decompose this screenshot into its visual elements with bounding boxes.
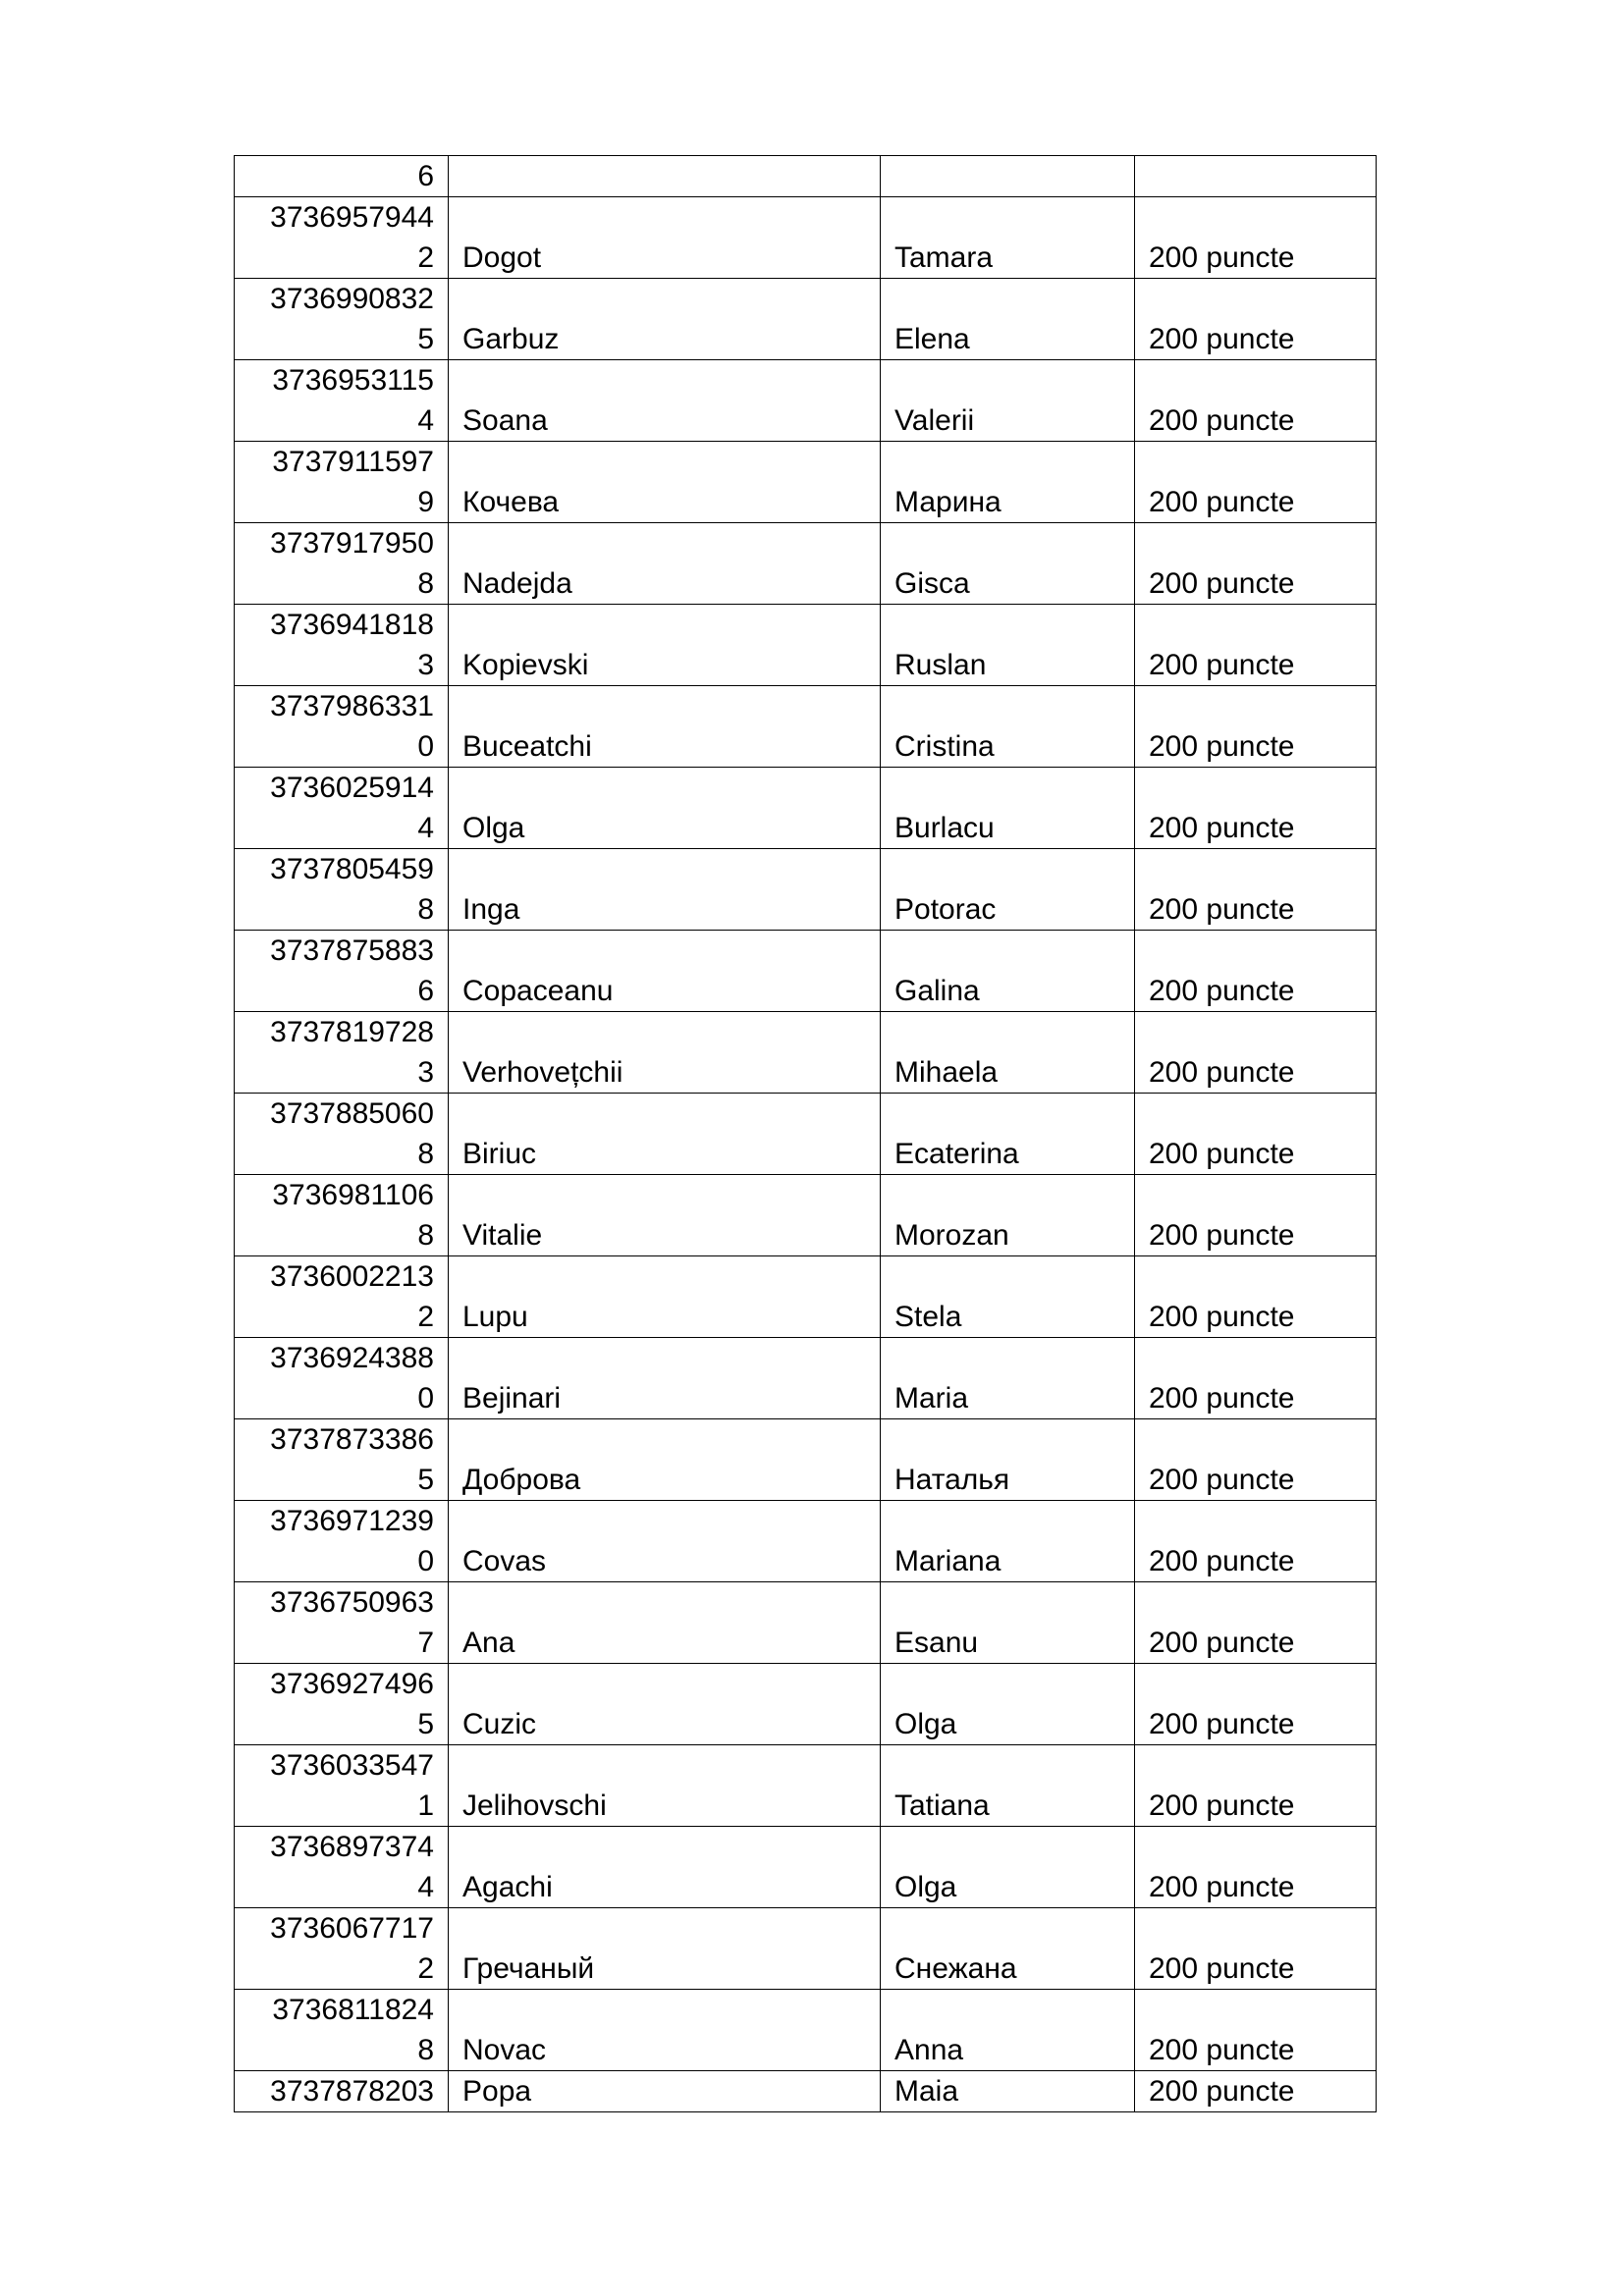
last-name-cell: Kopievski xyxy=(449,605,881,686)
last-name-cell: Popa xyxy=(449,2071,881,2112)
phone-line: 3736990832 xyxy=(270,283,434,315)
points-cell: 200 puncte xyxy=(1135,931,1377,1012)
table-row xyxy=(235,1338,1377,1419)
points-cell: 200 puncte xyxy=(1135,1745,1377,1827)
phone-line: 3736002213 xyxy=(270,1260,434,1293)
table-row xyxy=(235,849,1377,931)
phone-line: 3736941818 xyxy=(270,609,434,641)
table-row xyxy=(235,1827,1377,1908)
last-name-cell xyxy=(449,156,881,197)
last-name-cell: Agachi xyxy=(449,1827,881,1908)
first-name-cell xyxy=(881,156,1135,197)
phone-line: 2 xyxy=(417,1301,434,1333)
last-name-cell: Biriuc xyxy=(449,1094,881,1175)
phone-line: 3 xyxy=(417,649,434,681)
table-row xyxy=(235,156,1377,197)
phone-line: 7 xyxy=(417,1627,434,1659)
first-name-cell: Tatiana xyxy=(881,1745,1135,1827)
phone-line: 3736897374 xyxy=(270,1831,434,1863)
points-cell: 200 puncte xyxy=(1135,1419,1377,1501)
points-cell: 200 puncte xyxy=(1135,1908,1377,1990)
points-cell: 200 puncte xyxy=(1135,1256,1377,1338)
phone-line: 3737917950 xyxy=(270,527,434,560)
points-cell: 200 puncte xyxy=(1135,442,1377,523)
phone-line: 4 xyxy=(417,812,434,844)
table-row xyxy=(235,1012,1377,1094)
points-cell: 200 puncte xyxy=(1135,1094,1377,1175)
points-cell: 200 puncte xyxy=(1135,1990,1377,2071)
table-row xyxy=(235,360,1377,442)
phone-line: 1 xyxy=(417,1789,434,1822)
points-cell: 200 puncte xyxy=(1135,523,1377,605)
phone-line: 6 xyxy=(417,975,434,1007)
table-row xyxy=(235,1664,1377,1745)
phone-cell xyxy=(235,1827,449,1908)
phone-cell xyxy=(235,2071,449,2112)
last-name-cell: Verhovețchii xyxy=(449,1012,881,1094)
points-cell: 200 puncte xyxy=(1135,686,1377,768)
phone-line: 8 xyxy=(417,2034,434,2066)
phone-line: 0 xyxy=(417,1382,434,1415)
phone-line: 8 xyxy=(417,567,434,600)
first-name-cell: Stela xyxy=(881,1256,1135,1338)
phone-line: 0 xyxy=(417,730,434,763)
last-name-cell: Garbuz xyxy=(449,279,881,360)
last-name-cell: Кочева xyxy=(449,442,881,523)
phone-line: 3736924388 xyxy=(270,1342,434,1374)
phone-line: 8 xyxy=(417,1219,434,1252)
first-name-cell: Galina xyxy=(881,931,1135,1012)
first-name-cell: Mihaela xyxy=(881,1012,1135,1094)
first-name-cell: Anna xyxy=(881,1990,1135,2071)
first-name-cell: Esanu xyxy=(881,1582,1135,1664)
phone-line: 3736971239 xyxy=(270,1505,434,1537)
participants-table xyxy=(234,155,1377,2112)
phone-line: 9 xyxy=(417,486,434,518)
first-name-cell: Gisca xyxy=(881,523,1135,605)
table-row xyxy=(235,1175,1377,1256)
phone-line: 3737878203 xyxy=(270,2075,434,2108)
phone-line: 3737819728 xyxy=(270,1016,434,1048)
phone-line: 5 xyxy=(417,1708,434,1740)
table-row xyxy=(235,1501,1377,1582)
phone-line: 3737986331 xyxy=(270,690,434,722)
phone-line: 3736811824 xyxy=(272,1994,434,2026)
last-name-cell: Covas xyxy=(449,1501,881,1582)
phone-line: 3736957944 xyxy=(270,201,434,234)
phone-line: 3737873386 xyxy=(270,1423,434,1456)
phone-cell xyxy=(235,686,449,768)
last-name-cell: Cuzic xyxy=(449,1664,881,1745)
phone-line: 3737875883 xyxy=(270,934,434,967)
points-cell xyxy=(1135,156,1377,197)
phone-cell xyxy=(235,1582,449,1664)
table-row xyxy=(235,768,1377,849)
first-name-cell: Ruslan xyxy=(881,605,1135,686)
phone-cell xyxy=(235,360,449,442)
first-name-cell: Mariana xyxy=(881,1501,1135,1582)
phone-cell xyxy=(235,605,449,686)
points-cell: 200 puncte xyxy=(1135,1012,1377,1094)
phone-line: 0 xyxy=(417,1545,434,1577)
table-row xyxy=(235,1582,1377,1664)
phone-line: 2 xyxy=(417,1952,434,1985)
table-row xyxy=(235,523,1377,605)
last-name-cell: Гречаный xyxy=(449,1908,881,1990)
table-row xyxy=(235,197,1377,279)
points-cell: 200 puncte xyxy=(1135,768,1377,849)
last-name-cell: Доброва xyxy=(449,1419,881,1501)
phone-line: 3736981106 xyxy=(272,1179,434,1211)
phone-line: 2 xyxy=(417,241,434,274)
phone-cell xyxy=(235,1419,449,1501)
phone-cell xyxy=(235,849,449,931)
points-cell: 200 puncte xyxy=(1135,360,1377,442)
table-row xyxy=(235,686,1377,768)
points-cell: 200 puncte xyxy=(1135,1338,1377,1419)
last-name-cell: Dogot xyxy=(449,197,881,279)
points-cell: 200 puncte xyxy=(1135,1175,1377,1256)
phone-line: 3736033547 xyxy=(270,1749,434,1782)
first-name-cell: Марина xyxy=(881,442,1135,523)
table-row xyxy=(235,1094,1377,1175)
table-row xyxy=(235,1745,1377,1827)
table-row xyxy=(235,605,1377,686)
phone-cell xyxy=(235,1745,449,1827)
phone-line: 3736067717 xyxy=(270,1912,434,1945)
phone-line: 3736750963 xyxy=(270,1586,434,1619)
phone-cell xyxy=(235,1175,449,1256)
first-name-cell: Cristina xyxy=(881,686,1135,768)
first-name-cell: Maria xyxy=(881,1338,1135,1419)
table-row xyxy=(235,1419,1377,1501)
phone-line: 3737805459 xyxy=(270,853,434,885)
phone-cell xyxy=(235,523,449,605)
phone-cell xyxy=(235,1664,449,1745)
phone-cell xyxy=(235,197,449,279)
points-cell: 200 puncte xyxy=(1135,1827,1377,1908)
phone-line: 3737911597 xyxy=(272,446,434,478)
phone-cell xyxy=(235,279,449,360)
points-cell: 200 puncte xyxy=(1135,1582,1377,1664)
table-row xyxy=(235,279,1377,360)
last-name-cell: Nadejda xyxy=(449,523,881,605)
phone-cell xyxy=(235,1012,449,1094)
table-row xyxy=(235,1908,1377,1990)
points-cell: 200 puncte xyxy=(1135,1501,1377,1582)
table-body xyxy=(235,156,1377,2112)
phone-line: 3736953115 xyxy=(272,364,434,397)
phone-line: 4 xyxy=(417,1871,434,1903)
phone-cell xyxy=(235,1338,449,1419)
phone-line: 3 xyxy=(417,1056,434,1089)
last-name-cell: Jelihovschi xyxy=(449,1745,881,1827)
points-cell: 200 puncte xyxy=(1135,605,1377,686)
phone-line: 5 xyxy=(417,323,434,355)
points-cell: 200 puncte xyxy=(1135,279,1377,360)
first-name-cell: Наталья xyxy=(881,1419,1135,1501)
phone-cell xyxy=(235,931,449,1012)
first-name-cell: Valerii xyxy=(881,360,1135,442)
phone-cell xyxy=(235,1501,449,1582)
table-row xyxy=(235,931,1377,1012)
phone-cell xyxy=(235,156,449,197)
last-name-cell: Lupu xyxy=(449,1256,881,1338)
points-cell: 200 puncte xyxy=(1135,197,1377,279)
last-name-cell: Vitalie xyxy=(449,1175,881,1256)
first-name-cell: Potorac xyxy=(881,849,1135,931)
phone-line: 4 xyxy=(417,404,434,437)
table-row xyxy=(235,1990,1377,2071)
last-name-cell: Inga xyxy=(449,849,881,931)
first-name-cell: Снежана xyxy=(881,1908,1135,1990)
points-cell: 200 puncte xyxy=(1135,849,1377,931)
first-name-cell: Ecaterina xyxy=(881,1094,1135,1175)
phone-line: 3737885060 xyxy=(270,1097,434,1130)
first-name-cell: Olga xyxy=(881,1664,1135,1745)
first-name-cell: Tamara xyxy=(881,197,1135,279)
phone-cell xyxy=(235,1990,449,2071)
phone-line: 8 xyxy=(417,893,434,926)
first-name-cell: Morozan xyxy=(881,1175,1135,1256)
table-row xyxy=(235,442,1377,523)
phone-cell xyxy=(235,1256,449,1338)
phone-cell xyxy=(235,1908,449,1990)
phone-cell xyxy=(235,1094,449,1175)
first-name-cell: Elena xyxy=(881,279,1135,360)
table-row xyxy=(235,2071,1377,2112)
phone-line: 3736927496 xyxy=(270,1668,434,1700)
last-name-cell: Novac xyxy=(449,1990,881,2071)
last-name-cell: Buceatchi xyxy=(449,686,881,768)
last-name-cell: Soana xyxy=(449,360,881,442)
last-name-cell: Ana xyxy=(449,1582,881,1664)
first-name-cell: Burlacu xyxy=(881,768,1135,849)
table-row xyxy=(235,1256,1377,1338)
first-name-cell: Olga xyxy=(881,1827,1135,1908)
last-name-cell: Olga xyxy=(449,768,881,849)
phone-line: 6 xyxy=(417,160,434,192)
last-name-cell: Bejinari xyxy=(449,1338,881,1419)
phone-line: 3736025914 xyxy=(270,772,434,804)
first-name-cell: Maia xyxy=(881,2071,1135,2112)
phone-cell xyxy=(235,768,449,849)
phone-line: 8 xyxy=(417,1138,434,1170)
points-cell: 200 puncte xyxy=(1135,1664,1377,1745)
phone-line: 5 xyxy=(417,1464,434,1496)
points-cell: 200 puncte xyxy=(1135,2071,1377,2112)
phone-cell xyxy=(235,442,449,523)
last-name-cell: Copaceanu xyxy=(449,931,881,1012)
